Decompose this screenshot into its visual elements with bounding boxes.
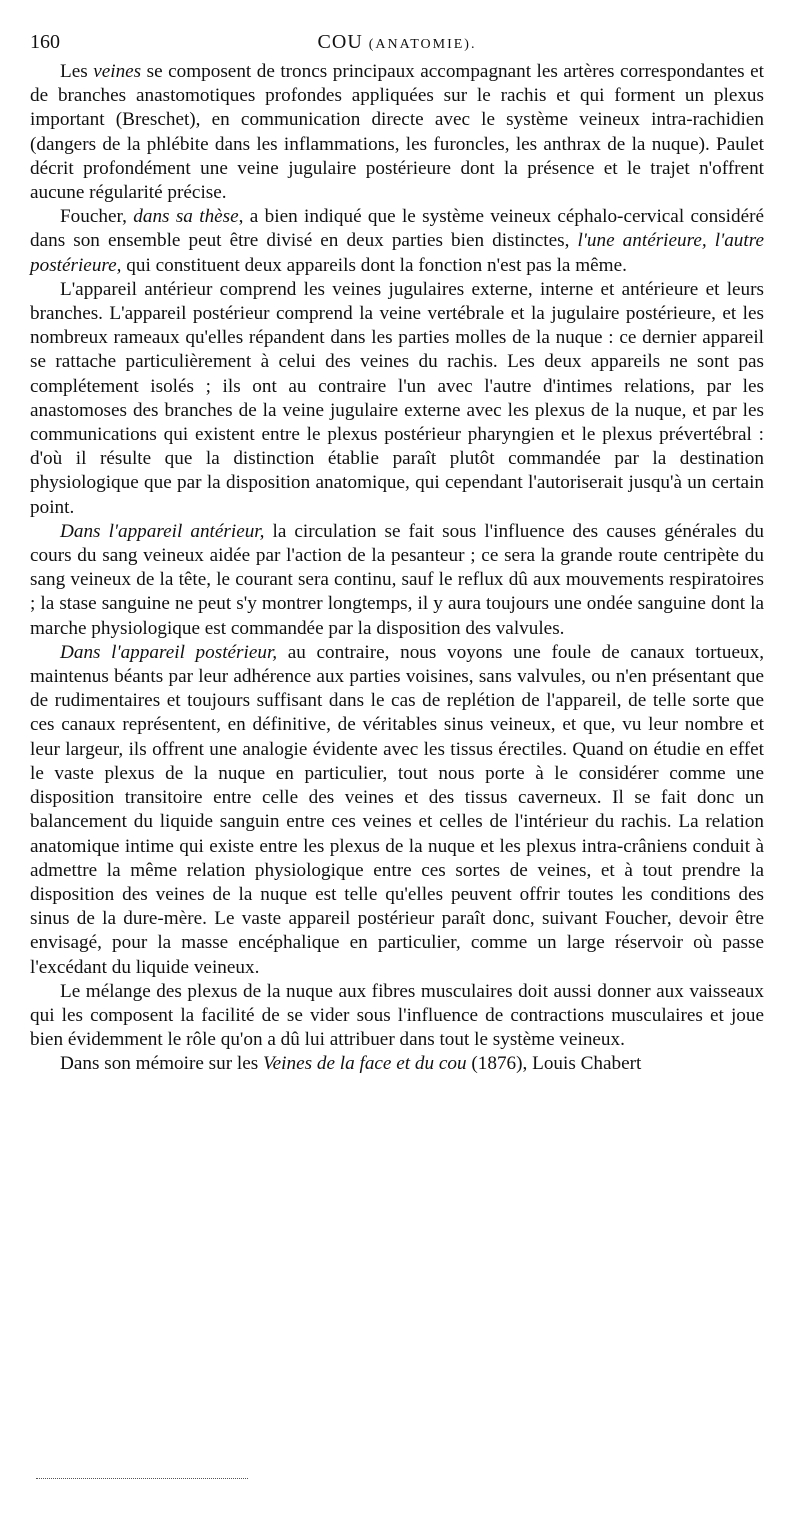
text-run: (1876), Louis Chabert: [466, 1053, 642, 1075]
italic-run: Dans l'appareil antérieur,: [60, 520, 265, 542]
italic-run: l'autre postérieure,: [30, 230, 764, 276]
text-run: L'appareil antérieur comprend les veines jugulaires externe, interne et antérieure et leurs branches. L'appareil postérieur comprend la veine vertébrale et la jugulaire postérieure, et les nombreux rameaux qu'elles répandent dans les parties molles de la nuque : ce dernier appareil se rattache particulièrement à celui des veines du rachis. Les deux appareils ne sont pas complétement isolés ; ils ont au contraire l'un avec l'autre d'intimes relations, par les anastomoses des branches de la veine jugulaire externe avec les plexus de la nuque, et par les communications qui existent entre le plexus postérieur pharyngien et le plexus prévertébral : d'où il résulte que la distinction établie paraît plutôt commandée par la destination physiologique que par la disposition anatomique, qui cependant l'autoriserait jusqu'à un certain point.: [30, 278, 764, 518]
paragraph: [30, 980, 764, 1053]
text-run: Le mélange des plexus de la nuque aux fibres musculaires doit aussi donner aux vaisseaux qui les composent la facilité de se vider sous l'influence de contractions musculaires et joue bien évidemment le rôle qu'on a dû lui attribuer dans tout le système veineux.: [30, 980, 764, 1051]
italic-run: Dans l'appareil postérieur,: [60, 641, 278, 663]
paragraph: [30, 641, 764, 980]
body-text: [30, 60, 764, 1077]
text-run: [707, 230, 715, 251]
text-run: Les: [60, 61, 94, 82]
paragraph: [30, 205, 764, 278]
text-run: Foucher,: [60, 206, 134, 228]
running-head-subtitle: (ANATOMIE).: [368, 37, 477, 52]
italic-run: veines: [93, 61, 142, 82]
italic-run: dans sa thèse: [133, 206, 239, 228]
text-run: au contraire, nous voyons une foule de canaux tortueux, maintenus béants par leur adhérence aux parties voisines, sans valvules, ou n'en présentant que de rudimentaires et toujours suffisant dans le cas de replétion de l'appareil, de telle sorte que ces canaux représentent, en définitive, de véritables sinus veineux, et que, vu leur nombre et leur largeur, ils offrent une analogie évidente avec les tissus érectiles. Quand on étudie en effet le vaste plexus de la nuque en particulier, tout nous porte à le considérer comme une disposition transitoire entre celle des veines et des tissus caverneux. Il se fait donc un balancement du liquide sanguin entre ces veines et celles de l'intérieur du rachis. La relation anatomique intime qui existe entre les plexus de la nuque et les plexus intra-crâniens conduit à admettre la même relation physiologique entre ces sortes de veines, et à tout prendre la disposition des veines de la nuque est telle qu'elles peuvent offrir toutes les conditions des sinus de la dure-mère. Le vaste appareil postérieur paraît donc, suivant Foucher, devoir être envisagé, pour la masse encéphalique en particulier, comme un large réservoir où passe l'excédant du liquide veineux.: [30, 641, 764, 978]
page: [30, 28, 764, 1077]
page-number: 160: [30, 31, 60, 53]
running-head: [30, 28, 764, 59]
text-run: se composent de troncs principaux accompagnant les artères correspondantes et de branches anastomotiques profondes appliquées sur le rachis et qui forment un plexus important (Breschet), en communication directe avec le système veineux intra-rachidien (dangers de la phlébite dans les inflammations, les furoncles, les anthrax de la nuque). Paulet décrit profondément une veine jugulaire postérieure dont la présence et le trajet n'offrent aucune régularité précise.: [30, 61, 764, 204]
italic-run: Veines de la face et du cou: [263, 1053, 467, 1075]
italic-run: l'une antérieure,: [577, 230, 707, 252]
text-run: la circulation se fait sous l'influence des causes générales du cours du sang veineux aidée par l'action de la pesanteur ; ce sera la grande route centripète du sang veineux de la tête, le courant sera continu, sauf le reflux dû aux mouvements respiratoires ; la stase sanguine ne peut s'y montrer longtemps, il y aura toujours une ondée sanguine dont la marche physiologique est commandée par la disposition des valvules.: [30, 520, 765, 639]
page-header: [30, 28, 764, 56]
running-head-title: COU: [317, 31, 363, 53]
paragraph: [30, 278, 764, 520]
paragraph: [30, 520, 764, 641]
footnote-rule: [36, 1478, 248, 1479]
paragraph: [30, 60, 764, 205]
paragraph: [30, 1052, 764, 1076]
text-run: , a bien indiqué que le système veineux céphalo-cervical considéré dans son ensemble peut être divisé en deux parties bien distinctes,: [30, 206, 765, 252]
text-run: qui constituent deux appareils dont la fonction n'est pas la même.: [121, 254, 627, 276]
text-run: Dans son mémoire sur les: [60, 1053, 264, 1075]
